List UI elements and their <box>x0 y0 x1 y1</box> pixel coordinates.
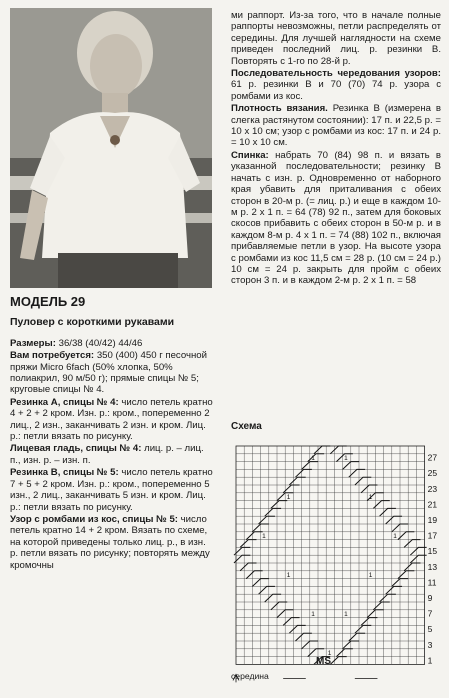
sequence-label: Последовательность чередования узоров: <box>231 68 441 80</box>
rhombus-value: число петель кратно 14 + 2 кром. Вязать по схеме, на которой приведены только лиц. р., в изн. р. петли вязать по рисунку; повторять между кромочны <box>10 513 210 571</box>
rib-b-value: число петель кратно 7 + 5 + 2 кром. Изн. р.: кром., попеременно 5 изн., 2 лиц., заканчивать 5 изн. и кром. Лиц. р.: петли вязать по рисунку. <box>10 467 213 513</box>
chart-cell-mark: 1 <box>368 494 373 502</box>
row-number: 23 <box>427 483 438 494</box>
stockinette-label: Лицевая гладь, спицы № 4: <box>10 443 142 455</box>
sequence-paragraph <box>231 68 441 102</box>
materials-paragraph <box>10 350 216 396</box>
sizes-paragraph <box>10 338 216 349</box>
rib-b-paragraph <box>10 467 216 513</box>
gauge-paragraph <box>231 103 441 149</box>
chart-cell-mark: 1 <box>393 533 397 541</box>
model-subtitle: Пуловер с короткими рукавами <box>10 316 175 329</box>
row-number: 1 <box>427 655 433 666</box>
chart-cell-mark: 1 <box>344 455 348 463</box>
row-number: 13 <box>427 561 438 572</box>
chart-cell-mark: 1 <box>286 494 291 502</box>
sizes-value: 36/38 (40/42) 44/46 <box>58 337 143 349</box>
knitting-chart-grid <box>226 432 446 690</box>
gauge-value: Резинка В (измерена в слегка растянутом состоянии): 17 п. и 22,5 р. = 10 х 10 см; узор с ромбами из кос: 17 п. и 24 р. = 10 х 10 см. <box>231 103 441 149</box>
model-photo <box>10 8 212 288</box>
rib-a-value: число петель кратно 4 + 2 + 2 кром. Изн. р.: кром., попеременно 2 лиц., 2 изн., заканчивать 2 изн. и кром. Лиц. р.: петли вязать по рисунку. <box>10 396 213 443</box>
intro-paragraph: ми раппорт. Из-за того, что в начале полные раппорты невозможны, петли распределять от середины. Для лучшей наглядности на схеме приведен последний лиц. р. резинки В. Повторять с 1-го по 28-й р. <box>231 10 441 67</box>
back-label: Спинка: <box>231 149 269 161</box>
row-number: 11 <box>427 577 437 588</box>
back-paragraph <box>231 150 441 287</box>
center-note: середина <box>231 671 269 681</box>
row-number: 3 <box>427 639 433 650</box>
row-number: 27 <box>427 452 438 463</box>
chart-cell-mark: 1 <box>344 611 348 619</box>
chart-cell-mark: 1 <box>368 572 373 580</box>
chart-cell-mark: 1 <box>311 455 315 463</box>
stockinette-value: лиц. р. – лиц. п., изн. р. – изн. п. <box>10 443 204 466</box>
row-number: 25 <box>427 468 438 479</box>
row-number: 5 <box>427 624 433 635</box>
back-value: набрать 70 (84) 98 п. и вязать в указанной последовательности; резинку В начать с изн. р. Одновременно от наборного края убавить для приталивания с обеих сторон в 20-м р. (= лиц. р.) и еще в каждом 10-м р. 2 х 1 п. = 64 (78) 92 п., затем для боковых скосов прибавить с обеих сторон в 50-м р. и в каждом 8-м р. 4 х 1 п. = 74 (88) 102 п., включая прибавляемые петли в узор. На высоте узора с ромбами из кос 11,5 см = 28 р. (10 см = 24 р.) 10 см = 24 р. закрыть для пройм с обеих сторон 3 п. и в каждом 2-м р. 2 х 1 п. = 58 <box>231 149 441 287</box>
rib-b-label: Резинка В, спицы № 5: <box>10 467 119 479</box>
chart-cell-mark: 1 <box>311 611 315 619</box>
left-column <box>10 296 216 572</box>
knitting-chart <box>226 432 446 690</box>
chart-label: Схема <box>231 421 262 432</box>
materials-label: Вам потребуется: <box>10 350 95 362</box>
row-number: 9 <box>427 593 433 603</box>
gauge-label: Плотность вязания. <box>231 103 328 115</box>
row-number: 21 <box>427 499 438 510</box>
chart-cell-mark: 1 <box>286 572 291 580</box>
rib-a-label: Резинка А, спицы № 4: <box>10 396 119 408</box>
row-number: 15 <box>427 546 438 557</box>
sequence-value: 61 р. резинки В и 70 (70) 74 р. узора с ромбами из кос. <box>231 79 441 102</box>
materials-value: 350 (400) 450 г песочной пряжи Micro 6fach (50% хлопка, 50% полиакрил, 90 м/50 г); прямые спицы № 5; круговые спицы № 4. <box>10 350 207 396</box>
model-photo-illustration <box>10 8 212 288</box>
rhombus-label: Узор с ромбами из кос, спицы № 5: <box>10 513 178 525</box>
rhombus-paragraph <box>10 514 216 571</box>
model-title: МОДЕЛЬ 29 <box>10 294 86 309</box>
sizes-label: Размеры: <box>10 337 56 349</box>
row-number: 19 <box>427 515 438 525</box>
rib-a-paragraph <box>10 397 216 443</box>
row-number: 17 <box>427 530 438 541</box>
row-number: 7 <box>427 608 433 619</box>
chart-cell-mark: 1 <box>262 533 266 541</box>
chart-cell-mark: 1 <box>327 650 332 658</box>
ms-label: MS <box>316 656 331 667</box>
stockinette-paragraph <box>10 443 216 466</box>
right-column <box>231 10 441 288</box>
